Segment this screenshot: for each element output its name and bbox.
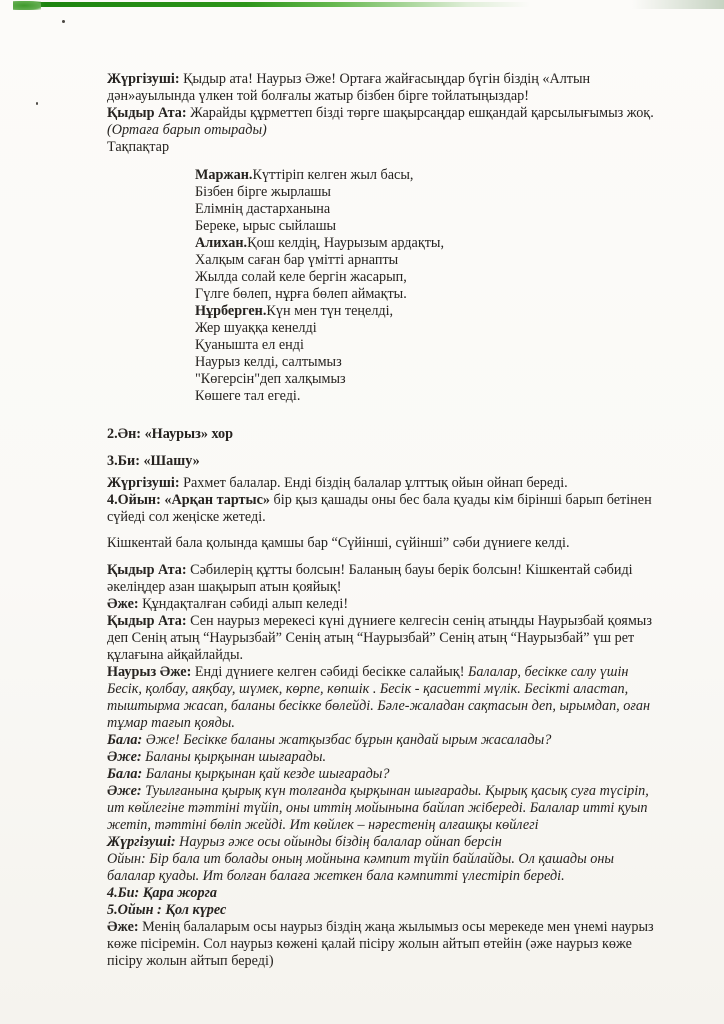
reciter-name-nurbergen: Нұрберген. bbox=[195, 303, 267, 319]
poem-line: Елімнің дастарханына bbox=[195, 201, 331, 217]
speaker-label-azhe: Әже: bbox=[107, 596, 139, 612]
dialog-text: Құндақталған сәбиді алып келеді! bbox=[138, 596, 349, 612]
dialog-line-ata-blessing bbox=[107, 562, 665, 596]
dialog-text: Наурыз әже осы ойынды біздің балалар ойнап берсін bbox=[175, 834, 502, 850]
dialog-text: Сен наурыз мерекесі күні дүниеге келгесін сенің атыңды Наурызбай қоямыз деп Сенің атың “Наурызбай” Сенің атың “Наурызбай” Сенің атың “Наурызбай” үш рет құлағына айқайлайды. bbox=[107, 613, 652, 663]
speaker-label-azhe: Әже: bbox=[107, 919, 139, 935]
speaker-label-host: Жүргізуші: bbox=[107, 834, 176, 850]
reciter-name-alikhan: Алихан. bbox=[195, 235, 248, 251]
speaker-label-kydyr-ata: Қыдыр Ата: bbox=[107, 105, 187, 121]
dialog-line-azhe-brings-baby bbox=[107, 596, 665, 613]
narration-suyinshi: Кішкентай бала қолында қамшы бар “Сүйінші, сүйінші” сәби дүниеге келді. bbox=[107, 535, 570, 551]
poem-line bbox=[195, 167, 665, 184]
dialog-text: Баланы қырқынан шығарады. bbox=[141, 749, 327, 765]
poem-line: Жер шуаққа кенелді bbox=[195, 320, 317, 336]
stage-direction: (Ортаға барып отырады) bbox=[107, 122, 267, 138]
dialog-line-nauryz-azhe-besik bbox=[107, 664, 665, 732]
poem-line bbox=[195, 235, 665, 252]
poem-line bbox=[195, 303, 665, 320]
program-item-dance-kara-zhorga: 4.Би: Қара жорга bbox=[107, 885, 217, 901]
dialog-text: Сәбилерің құтты болсын! Баланың бауы берік болсын! Кішкентай сәбиді әкеліңдер азан шақырып атын қояйық! bbox=[107, 562, 633, 595]
poem-text: Күн мен түн теңелді, bbox=[266, 303, 394, 319]
dialog-text: Менің балаларым осы наурыз біздің жаңа жылымыз осы мерекеде мен үнемі наурыз көже пісіремін. Сол наурыз көжені қалай пісіру жолын айтып өтейін (әже наурыз көже пісіру жолын айтып береді) bbox=[107, 919, 654, 969]
dialog-line-azhe-kozhe bbox=[107, 919, 665, 970]
poem-line: Көшеге тал егеді. bbox=[195, 388, 301, 404]
dialog-line-ata-naming bbox=[107, 613, 665, 664]
dialog-line-azhe-answer2 bbox=[107, 783, 665, 834]
scan-speck bbox=[36, 102, 38, 105]
speaker-label-host: Жүргізуші: bbox=[107, 71, 180, 87]
scan-artifact-green-blob bbox=[13, 1, 41, 10]
speaker-label-bala: Бала: bbox=[107, 732, 143, 748]
program-item-song: 2.Ән: «Наурыз» хор bbox=[107, 426, 234, 442]
dialog-line-bala-question2 bbox=[107, 766, 665, 783]
dialog-text: Рахмет балалар. Енді біздің балалар ұлттық ойын ойнап береді. bbox=[179, 475, 568, 491]
dialog-line-host-intro bbox=[107, 71, 665, 105]
game-rule-description: Ойын: Бір бала ит болады оның мойнына кәмпит түйіп байлайды. Ол қашады оны балалар қуады. Ит болған балаға жеткен бала кәмпитті үлестіріп береді. bbox=[107, 851, 615, 884]
speaker-label-bala: Бала: bbox=[107, 766, 143, 782]
poem-line: Береке, ырыс сыйлашы bbox=[195, 218, 337, 234]
dialog-line-host-game-request bbox=[107, 834, 665, 851]
dialog-line-kydyr-ata-reply bbox=[107, 105, 665, 122]
scan-artifact-green-strip bbox=[14, 2, 530, 7]
dialog-text: Туылғанына қырық күн толғанда қырқынан шығарады. Қырық қасық суға түсіріп, ит көйлегіне тәттіні түйіп, оны иттің мойынына байлап жібереді. Балалар итті қуып жетіп, тәттіні бөліп жейді. Ит көйлек – нәрестенің алғашқы көйлегі bbox=[107, 783, 649, 833]
speaker-label-kydyr-ata: Қыдыр Ата: bbox=[107, 562, 187, 578]
poem-text: Күттіріп келген жыл басы, bbox=[252, 167, 414, 183]
dialog-line-host-thanks bbox=[107, 475, 665, 492]
poem-line: "Көгерсін"деп халқымыз bbox=[195, 371, 346, 387]
speaker-label-kydyr-ata: Қыдыр Ата: bbox=[107, 613, 187, 629]
speaker-label-nauryz-azhe: Наурыз Әже: bbox=[107, 664, 192, 680]
poem-line: Қуанышта ел енді bbox=[195, 337, 304, 353]
scan-artifact-corner-smudge bbox=[632, 0, 724, 9]
program-item-game-arkan bbox=[107, 492, 665, 526]
dialog-text: Енді дүниеге келген сәбиді бесікке салайық! bbox=[191, 664, 465, 680]
dialog-text: Баланы қырқынан қай кезде шығарады? bbox=[142, 766, 390, 782]
dialog-text-italic: Балалар, бесікке салу үшін Бесік, қолбау, аяқбау, шүмек, көрпе, көпшік . Бесік - қасиетті мүлік. Бесікті аластап, тыштырма жасап, баланы бесікке бөлейді. Бәле-жаладан сақтасын деп, ырымдап, оған тұмар тағып қояды. bbox=[107, 664, 651, 731]
speaker-label-host: Жүргізуші: bbox=[107, 475, 180, 491]
poem-text: Қош келдің, Наурызым ардақты, bbox=[247, 235, 444, 251]
dialog-text: Әже! Бесікке баланы жатқызбас бұрын қандай ырым жасалады? bbox=[142, 732, 552, 748]
poem-line: Наурыз келді, салтымыз bbox=[195, 354, 342, 370]
poem-line: Жылда солай келе бергін жасарып, bbox=[195, 269, 407, 285]
dialog-text: Жарайды құрметтеп бізді төрге шақырсаңдар ешқандай қарсылығымыз жоқ. bbox=[186, 105, 654, 121]
program-item-game-kol-kures: 5.Ойын : Қол күрес bbox=[107, 902, 227, 918]
speaker-label-azhe: Әже: bbox=[107, 783, 142, 799]
document-content bbox=[107, 71, 665, 970]
dialog-text: Қыдыр ата! Наурыз Әже! Ортаға жайғасыңдар бүгін біздің «Алтын дән»ауылында үлкен той болғалы жатыр бізбен бірге тойлатыңыздар! bbox=[107, 71, 591, 104]
game-title: 4.Ойын: «Арқан тартыс» bbox=[107, 492, 270, 508]
speaker-label-azhe: Әже: bbox=[107, 749, 142, 765]
reciter-name-marzhan: Маржан. bbox=[195, 167, 253, 183]
scan-speck bbox=[62, 20, 65, 23]
dialog-line-azhe-answer1 bbox=[107, 749, 665, 766]
poem-line: Гүлге бөлеп, нұрға бөлеп аймақты. bbox=[195, 286, 407, 302]
game-description: бір қыз қашады оны бес бала қуады кім бірінші барып бетінен сүйеді сол жеңіске жетеді. bbox=[107, 492, 652, 525]
takpaktar-heading: Тақпақтар bbox=[107, 139, 170, 155]
poem-line: Халқым саған бар үмітті арнапты bbox=[195, 252, 399, 268]
poem-block bbox=[195, 167, 665, 405]
poem-line: Бізбен бірге жырлашы bbox=[195, 184, 331, 200]
dialog-line-bala-question1 bbox=[107, 732, 665, 749]
program-item-dance: 3.Би: «Шашу» bbox=[107, 453, 200, 469]
